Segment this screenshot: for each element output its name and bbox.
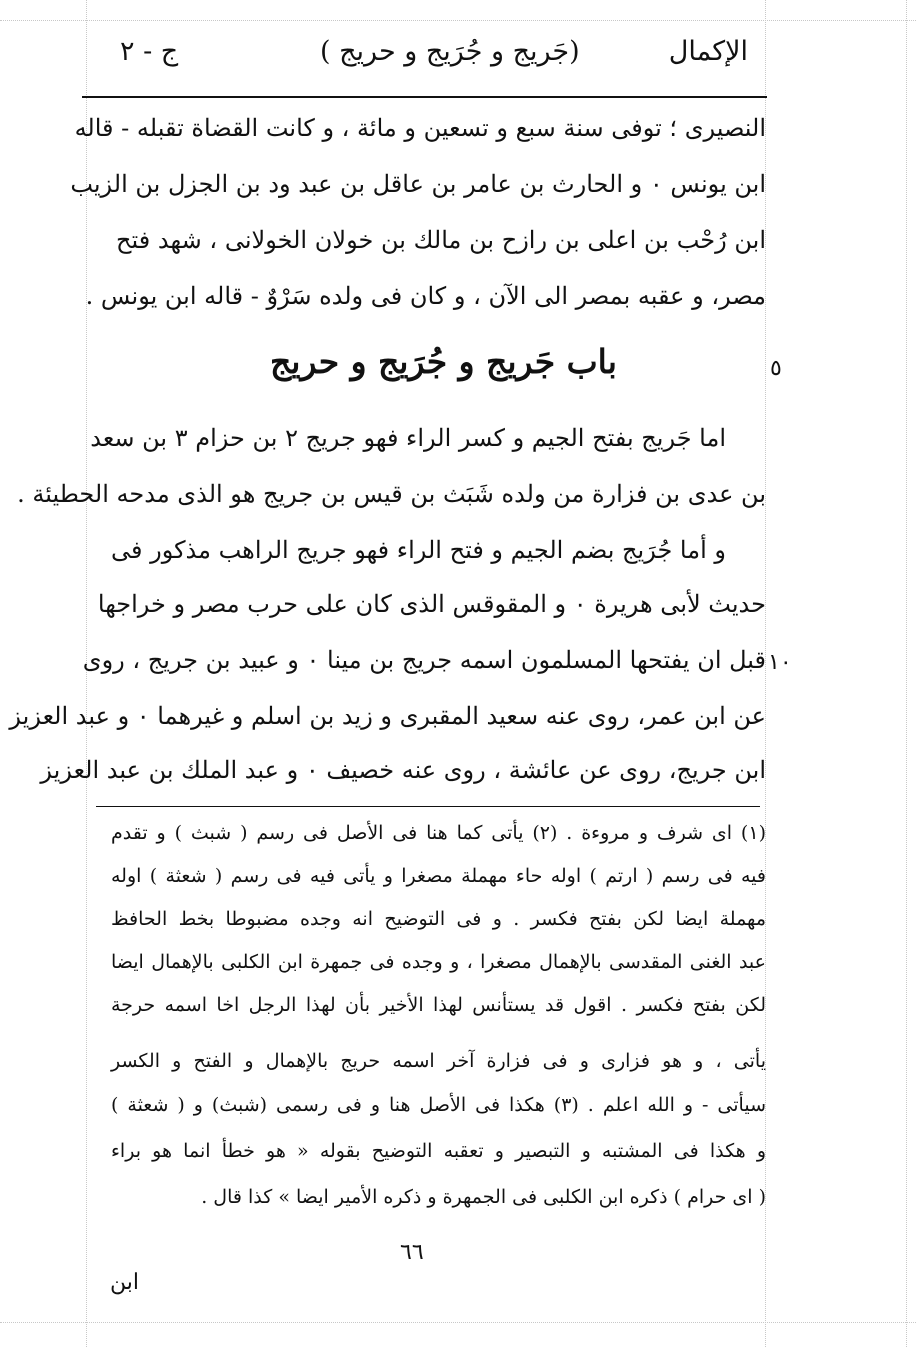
footnote-rule xyxy=(96,806,760,807)
footnote-line: عبد الغنى المقدسى بالإهمال مصغرا ، و وجده فى جمهرة ابن الكلبى بالإهمال ايضا xyxy=(111,951,766,973)
footnote-line: ( اى حرام ) ذكره ابن الكلبى فى الجمهرة و ذكره الأمير ايضا » كذا قال . xyxy=(201,1186,766,1208)
text-line: ابن يونس ٠ و الحارث بن عامر بن عاقل بن عبد ود بن الجزل بن الزيب xyxy=(70,170,766,198)
text-line: مصر، و عقبه بمصر الى الآن ، و كان فى ولده سَرْوٌ - قاله ابن يونس . xyxy=(85,282,766,310)
footnote-line: (١) اى شرف و مروءة . (٢) يأتى كما هنا فى الأصل فى رسم ( شبث ) و تقدم xyxy=(111,822,766,844)
footnote-line: و هكذا فى المشتبه و التبصير و تعقبه التوضيح بقوله « هو خطأ انما هو براء xyxy=(111,1140,766,1162)
footnote-line: فيه فى رسم ( ارتم ) اوله حاء مهملة مصغرا و يأتى فيه فى رسم ( شعثة ) اوله xyxy=(111,865,766,887)
text-line: ابن رُحْب بن اعلى بن رازح بن مالك بن خولان الخولانى ، شهد فتح xyxy=(116,226,767,254)
text-line: ابن جريج، روى عن عائشة ، روى عنه خصيف ٠ و عبد الملك بن عبد العزيز xyxy=(40,756,766,784)
volume-page-label: ج - ٢ xyxy=(120,36,179,67)
section-title: باب جَريج و جُرَيج و حريج xyxy=(270,342,617,381)
running-header xyxy=(100,36,760,86)
line-number: ١٠ xyxy=(768,650,792,675)
text-line: بن عدى بن فزارة من ولده شَبَث بن قيس بن جريج هو الذى مدحه الحطيئة . xyxy=(17,480,766,508)
scan-guide-line xyxy=(906,0,907,1347)
footnote-line: يأتى ، و هو فزارى و فى فزارة آخر اسمه حريج بالإهمال و الفتح و الكسر xyxy=(111,1050,766,1072)
text-line: و أما جُرَيج بضم الجيم و فتح الراء فهو جريج الراهب مذكور فى xyxy=(111,536,726,564)
line-number: ٥ xyxy=(770,356,782,381)
footnote-line: مهملة ايضا لكن بفتح فكسر . و فى التوضيح انه وجده مضبوطا بخط الحافظ xyxy=(111,908,766,930)
footnote-line: لكن بفتح فكسر . اقول قد يستأنس لهذا الأخير بأن لهذا الرجل اخا اسمه حرجة xyxy=(111,994,766,1016)
footnote-line: سيأتى - و الله اعلم . (٣) هكذا فى الأصل هنا و فى رسمى (شبث) و ( شعثة ) xyxy=(111,1094,766,1116)
book-title: الإكمال xyxy=(668,36,748,67)
text-line: عن ابن عمر، روى عنه سعيد المقبرى و زيد بن اسلم و غيرهما ٠ و عبد العزيز xyxy=(9,702,766,730)
scan-guide-line xyxy=(0,1322,916,1323)
catchword: ابن xyxy=(110,1270,139,1295)
section-heading: (جَريج و جُرَيج و حريج ) xyxy=(320,36,580,67)
page-number: ٦٦ xyxy=(400,1240,424,1265)
header-rule xyxy=(82,96,767,98)
text-line: قبل ان يفتحها المسلمون اسمه جريج بن مينا ٠ و عبيد بن جريج ، روى xyxy=(82,646,766,674)
scan-guide-line xyxy=(0,20,916,21)
text-line: حديث لأبى هريرة ٠ و المقوقس الذى كان على حرب مصر و خراجها xyxy=(97,590,766,618)
text-line: النصيرى ؛ توفى سنة سبع و تسعين و مائة ، و كانت القضاة تقبله - قاله xyxy=(74,114,766,142)
text-line: اما جَريج بفتح الجيم و كسر الراء فهو جريج ٢ بن حزام ٣ بن سعد xyxy=(90,424,726,452)
